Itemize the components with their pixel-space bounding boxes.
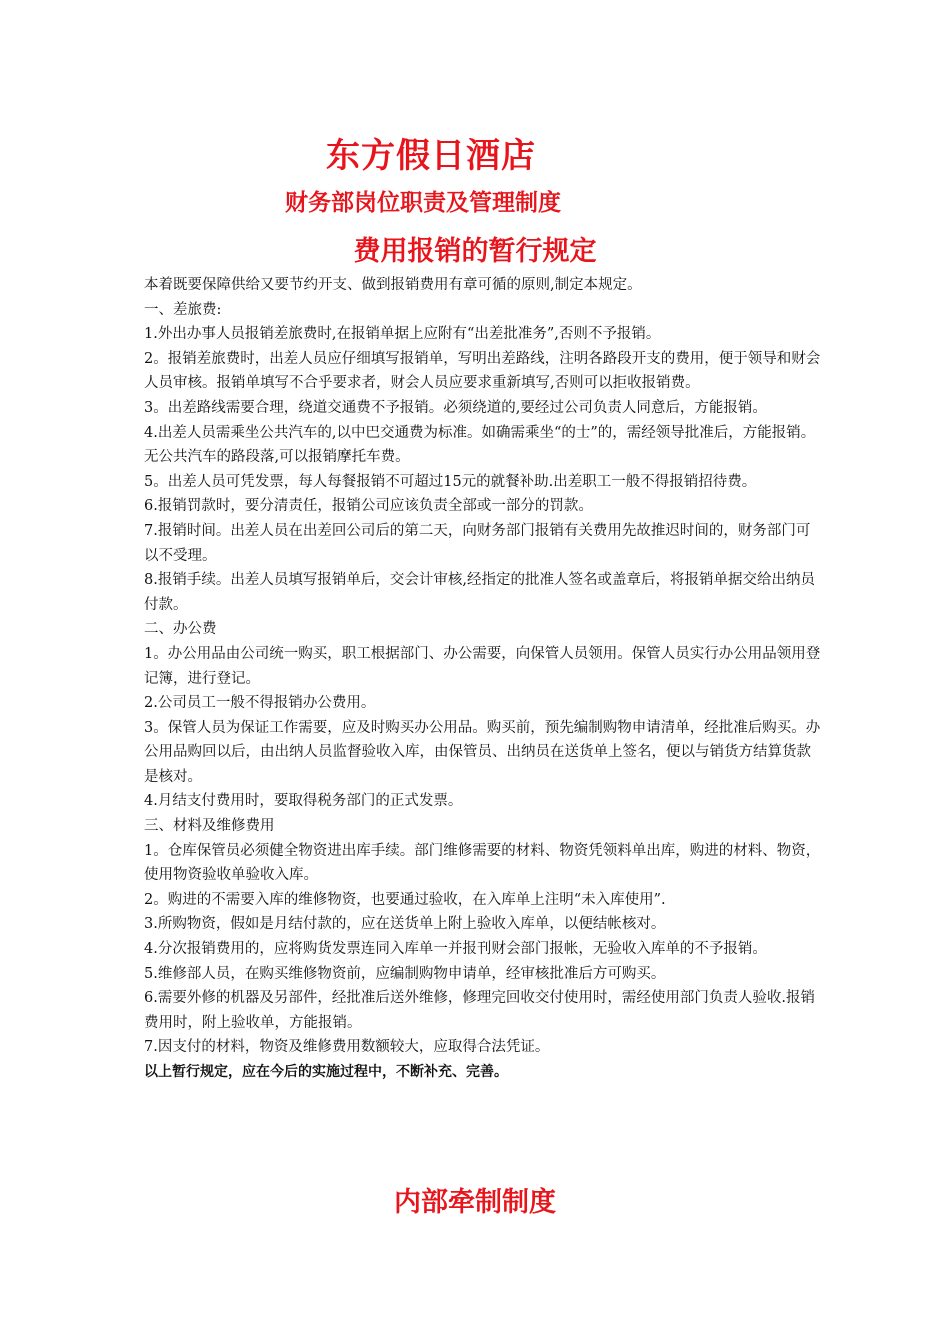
travel-item-2: 2。报销差旅费时，出差人员应仔细填写报销单，写明出差路线，注明各路段开支的费用，便于领导和财会人员审核。报销单填写不合乎要求者，财会人员应要求重新填写,否则可以拒收报销费。 [144,350,821,392]
office-item-1: 1。办公用品由公司统一购买，职工根据部门、办公需要，向保管人员领用。保管人员实行办公用品领用登记簿，进行登记。 [144,645,821,687]
materials-item-3: 3.所购物资，假如是月结付款的，应在送货单上附上验收入库单，以便结帐核对。 [144,916,666,933]
materials-item-5: 5.维修部人员，在购买维修物资前，应编制购物申请单，经审核批准后方可购买。 [144,965,666,982]
travel-item-3: 3。出差路线需要合理，绕道交通费不予报销。必须绕道的,要经过公司负责人同意后，方能报销。 [144,399,767,416]
closing-statement: 以上暂行规定，应在今后的实施过程中，不断补充、完善。 [144,1064,508,1080]
travel-item-7: 7.报销时间。出差人员在出差回公司后的第二天，向财务部门报销有关费用先故推迟时间的，财务部门可以不受理。 [144,522,811,564]
heading-office-expenses: 二、办公费 [144,621,217,638]
materials-item-2: 2。购进的不需要入库的维修物资，也要通过验收，在入库单上注明“未入库使用”. [144,891,666,908]
office-item-3: 3。保管人员为保证工作需要，应及时购买办公用品。购买前，预先编制购物申请清单，经批准后购买。办公用品购回以后，由出纳人员监督验收入库，由保管员、出纳员在送货单上签名，便以与销货方结算货款是核对。 [144,719,821,785]
heading-travel-expenses: 一、差旅费: [144,301,222,318]
travel-item-1: 1.外出办事人员报销差旅费时,在报销单据上应附有“出差批准务”,否则不予报销。 [144,326,661,343]
materials-item-4: 4.分次报销费用的，应将购货发票连同入库单一并报刊财会部门报帐，无验收入库单的不予报销。 [144,941,767,958]
section-title: 费用报销的暂行规定 [353,236,597,267]
travel-item-8: 8.报销手续。出差人员填写报销单后，交会计审核,经指定的批准人签名或盖章后，将报销单据交给出纳员付款。 [144,572,815,613]
materials-item-7: 7.因支付的材料，物资及维修费用数额较大，应取得合法凭证。 [144,1039,550,1056]
travel-item-5: 5。出差人员可凭发票，每人每餐报销不可超过15元的就餐补助.出差职工一般不得报销招待费。 [144,473,757,490]
department-title: 财务部岗位职责及管理制度 [285,189,561,216]
office-item-4: 4.月结支付费用时，要取得税务部门的正式发票。 [144,793,463,810]
heading-materials-repair: 三、材料及维修费用 [144,818,275,835]
office-item-2: 2.公司员工一般不得报销办公费用。 [144,695,376,712]
materials-item-6: 6.需要外修的机器及另部件，经批准后送外维修，修理完回收交付使用时，需经使用部门负责人验收.报销费用时，附上验收单，方能报销。 [144,990,815,1031]
travel-item-4: 4.出差人员需乘坐公共汽车的,以中巴交通费为标准。如确需乘坐“的士”的，需经领导批准后，方能报销。无公共汽车的路段落,可以报销摩托车费。 [144,424,816,466]
regulation-body [144,273,824,1085]
next-section-title: 内部牵制制度 [394,1187,556,1218]
intro-paragraph: 本着既要保障供给又要节约开支、做到报销费用有章可循的原则,制定本规定。 [144,277,642,293]
travel-item-6: 6.报销罚款时，要分清责任，报销公司应该负责全部或一部分的罚款。 [144,498,593,515]
hotel-name-title: 东方假日酒店 [326,136,536,176]
materials-item-1: 1。仓库保管员必须健全物资进出库手续。部门维修需要的材料、物资凭领料单出库，购进的材料、物资，使用物资验收单验收入库。 [144,842,821,884]
